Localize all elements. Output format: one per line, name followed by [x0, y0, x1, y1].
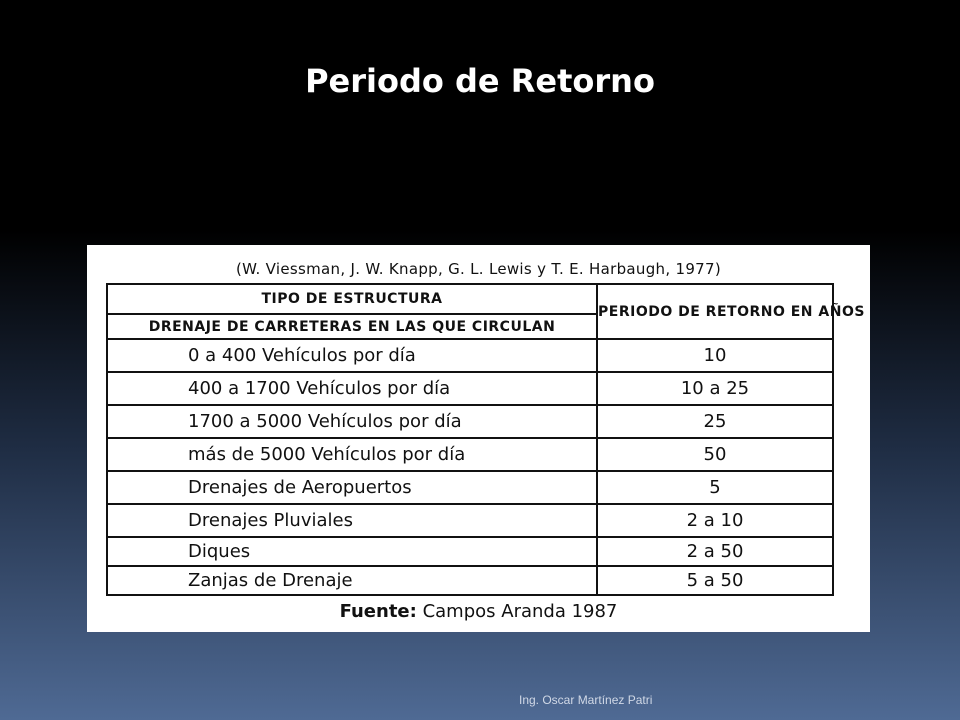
structure-cell: Zanjas de Drenaje — [107, 566, 597, 595]
table-header-row — [107, 284, 833, 314]
header-return-period: PERIODO DE RETORNO EN AÑOS — [597, 284, 833, 339]
structure-cell: 400 a 1700 Vehículos por día — [107, 372, 597, 405]
source-line — [87, 601, 870, 622]
table-row — [107, 471, 833, 504]
period-cell: 2 a 50 — [597, 537, 833, 566]
slide-title: Periodo de Retorno — [305, 62, 655, 100]
table-row — [107, 339, 833, 372]
source-text: Campos Aranda 1987 — [422, 601, 618, 622]
table-row — [107, 372, 833, 405]
period-cell: 5 — [597, 471, 833, 504]
structure-cell: Drenajes de Aeropuertos — [107, 471, 597, 504]
period-cell: 50 — [597, 438, 833, 471]
table-row — [107, 504, 833, 537]
footer-author: Ing. Oscar Martínez Patri — [519, 693, 653, 707]
structure-cell: 1700 a 5000 Vehículos por día — [107, 405, 597, 438]
source-label: Fuente: — [339, 601, 417, 622]
structure-cell: Drenajes Pluviales — [107, 504, 597, 537]
period-cell: 25 — [597, 405, 833, 438]
period-cell: 10 — [597, 339, 833, 372]
header-road-drainage: DRENAJE DE CARRETERAS EN LAS QUE CIRCULAN — [107, 314, 597, 339]
table-row — [107, 438, 833, 471]
period-cell: 2 a 10 — [597, 504, 833, 537]
table-row — [107, 566, 833, 595]
citation-text: (W. Viessman, J. W. Knapp, G. L. Lewis y T. E. Harbaugh, 1977) — [235, 260, 722, 278]
period-cell: 5 a 50 — [597, 566, 833, 595]
return-period-table — [106, 283, 865, 596]
structure-cell: 0 a 400 Vehículos por día — [107, 339, 597, 372]
structure-cell: Diques — [107, 537, 597, 566]
period-cell: 10 a 25 — [597, 372, 833, 405]
table-row — [107, 537, 833, 566]
header-structure-type: TIPO DE ESTRUCTURA — [107, 284, 597, 314]
structure-cell: más de 5000 Vehículos por día — [107, 438, 597, 471]
table-row — [107, 405, 833, 438]
table-panel — [87, 245, 870, 632]
